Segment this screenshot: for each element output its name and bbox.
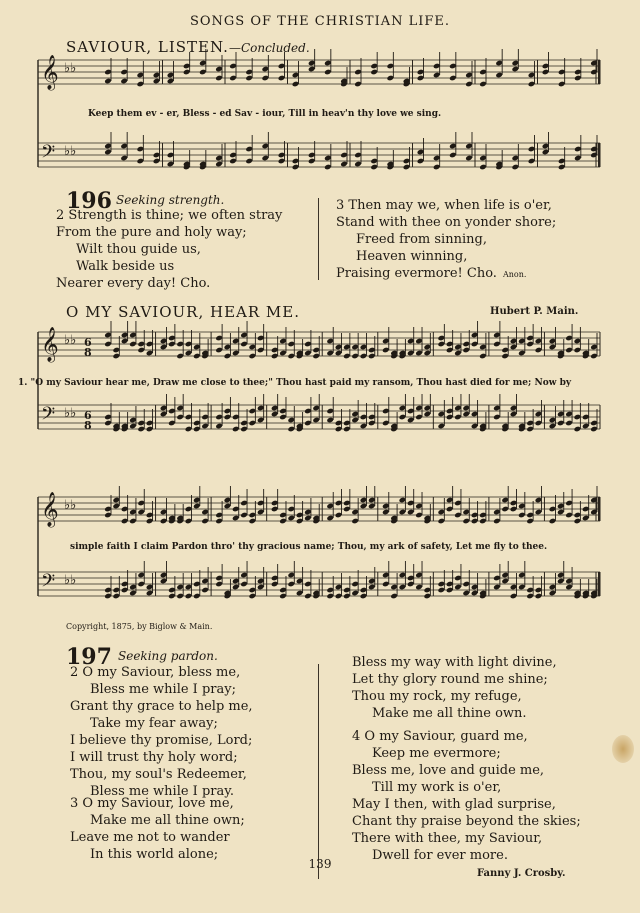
column-divider (318, 198, 319, 280)
key-signature: ♭♭ (64, 333, 77, 348)
verse-block (352, 654, 557, 722)
author: Anon. (503, 270, 527, 279)
bass-clef: 𝄢 (41, 571, 56, 596)
hymn-number: 197 (66, 644, 112, 670)
verse-line: I believe thy promise, Lord; (70, 733, 253, 748)
verse-line: 3 Then may we, when life is o'er, (336, 198, 552, 213)
verse-line: Thou my rock, my refuge, (352, 689, 522, 704)
time-signature: 6 (84, 409, 92, 422)
verse-line: Praising evermore! Cho. (336, 266, 497, 281)
verse-line: Bless my way with light divine, (352, 655, 557, 670)
author: Fanny J. Crosby. (477, 868, 566, 879)
composer: Hubert P. Main. (490, 306, 579, 317)
verse-line: Stand with thee on yonder shore; (336, 215, 557, 230)
verse-block (352, 728, 581, 864)
key-signature: ♭♭ (64, 61, 77, 76)
hymn-topic: Seeking pardon. (118, 649, 218, 663)
verse-block (70, 795, 245, 863)
staff-systems (38, 49, 601, 599)
hymn-topic: Seeking strength. (116, 193, 225, 207)
final-barline (598, 143, 601, 167)
key-signature: ♭♭ (64, 498, 77, 513)
verse-line: Grant thy grace to help me, (70, 699, 253, 714)
final-barline (598, 60, 601, 84)
key-signature: ♭♭ (64, 573, 77, 588)
verse-line: In this world alone; (90, 847, 219, 862)
time-signature: 6 (84, 336, 92, 349)
verse-line: Chant thy praise beyond the skies; (352, 814, 581, 829)
copyright: Copyright, 1875, by Biglow & Main. (66, 622, 213, 631)
key-signature: ♭♭ (64, 406, 77, 421)
verse-line: Thou, my soul's Redeemer, (70, 767, 247, 782)
paper-stain (612, 735, 634, 763)
treble-clef: 𝄞 (41, 55, 59, 90)
treble-clef: 𝄞 (41, 492, 59, 527)
key-signature: ♭♭ (64, 144, 77, 159)
page-number: 139 (308, 857, 332, 871)
hymn-title-text: SAVIOUR, LISTEN. (66, 38, 229, 56)
verse-line: Take my fear away; (90, 716, 218, 731)
verse-line: Let thy glory round me shine; (352, 672, 548, 687)
verse-line: There with thee, my Saviour, (352, 831, 543, 846)
column-divider (318, 664, 319, 879)
verse-line: Make me all thine own. (372, 706, 527, 721)
verse-line: May I then, with glad surprise, (352, 797, 556, 812)
verse-line: 4 O my Saviour, guard me, (352, 729, 528, 744)
verse-block (56, 207, 282, 292)
verse-line: Leave me not to wander (70, 830, 230, 845)
verse-line: Bless me while I pray; (90, 682, 236, 697)
verse-line: Nearer every day! Cho. (56, 276, 211, 291)
verse-line: 3 O my Saviour, love me, (70, 796, 234, 811)
verse-line: Bless me, love and guide me, (352, 763, 545, 778)
verse-line: Keep me evermore; (372, 746, 501, 761)
staff-lyric: Keep them ev - er, Bless - ed Sav - iour, Till in heav'n thy love we sing. (88, 109, 442, 119)
time-signature: 8 (84, 419, 92, 432)
verse-line: 2 Strength is thine; we often stray (56, 208, 283, 223)
verse-line: Till my work is o'er, (372, 780, 502, 795)
verse-line: Dwell for ever more. (372, 848, 508, 863)
bass-clef: 𝄢 (41, 142, 56, 167)
staff-lyric: simple faith I claim Pardon thro' thy gracious name; Thou, my ark of safety, Let me fly to thee. (70, 542, 548, 552)
final-barline (598, 572, 601, 596)
final-barline (598, 497, 601, 521)
verse-line: Walk beside us (76, 259, 175, 274)
verse-line: 2 O my Saviour, bless me, (70, 665, 241, 680)
hymn-title-suffix: —Concluded. (228, 41, 310, 55)
running-head: SONGS OF THE CHRISTIAN LIFE. (189, 14, 451, 29)
verse-line: I will trust thy holy word; (70, 750, 238, 765)
verse-line: Bless me while I pray. (90, 784, 234, 799)
verse-line: Make me all thine own; (90, 813, 245, 828)
time-signature: 8 (84, 346, 92, 359)
verse-line: Heaven winning, (356, 249, 468, 264)
verse-line: From the pure and holy way; (56, 225, 247, 240)
treble-clef: 𝄞 (41, 327, 59, 362)
staff-lyric: 1. "O my Saviour hear me, Draw me close to thee;" Thou hast paid my ransom, Thou hast died for me; Now by (18, 378, 572, 388)
bass-clef: 𝄢 (41, 404, 56, 429)
verse-line: Freed from sinning, (356, 232, 487, 247)
hymn-number: 196 (66, 188, 112, 214)
hymn-title: O MY SAVIOUR, HEAR ME. (66, 303, 300, 321)
verse-block (70, 664, 253, 800)
verse-line: Wilt thou guide us, (76, 242, 201, 257)
